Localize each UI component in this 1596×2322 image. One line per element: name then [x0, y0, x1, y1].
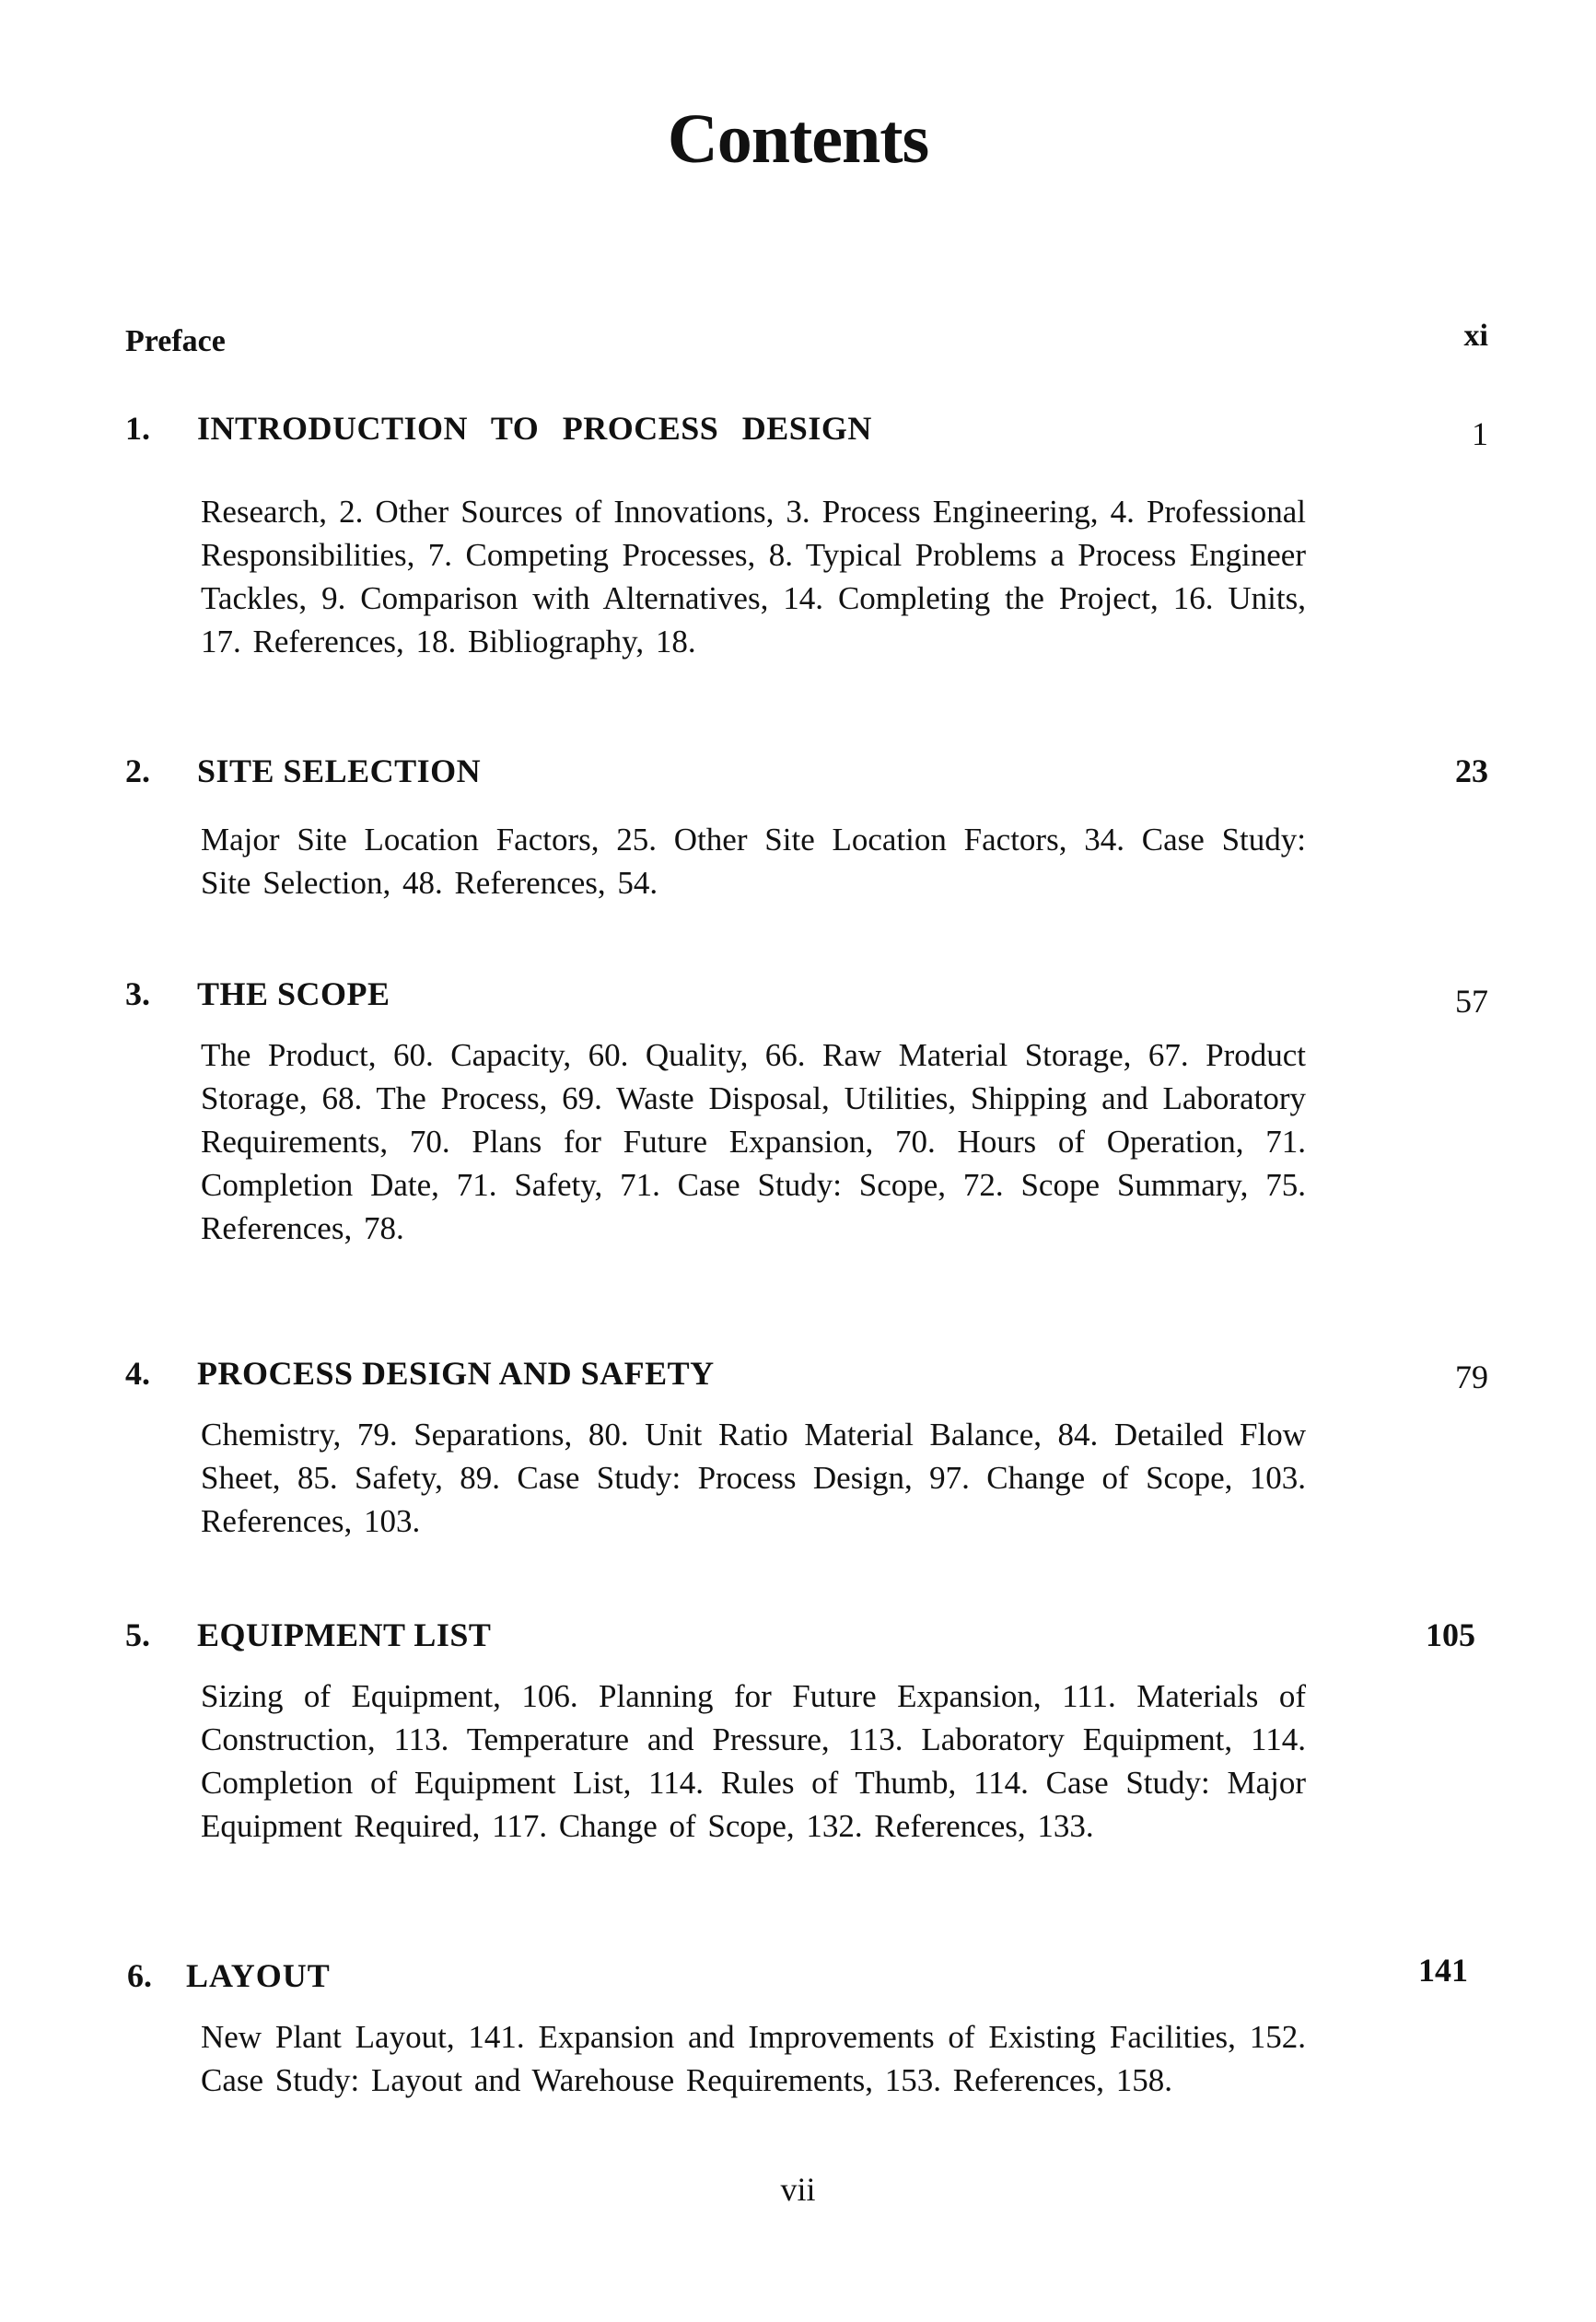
preface-entry — [125, 319, 1488, 359]
chapter-page-number: 57 — [1455, 983, 1488, 1020]
chapter-title: PROCESS DESIGN AND SAFETY — [197, 1355, 715, 1392]
chapter-title: LAYOUT — [186, 1957, 331, 1994]
chapter-topics: Research, 2. Other Sources of Innovations, 3. Process Engineering, 4. Professional Responsibilities, 7. Competing Processes, 8. Typical Problems a Process Engineer Tackles, 9. Comparison with Alternatives, 14. Completing the Project, 16. Units, 17. References, 18. Bibliography, 18. — [201, 494, 1306, 659]
chapter-topics: The Product, 60. Capacity, 60. Quality, 66. Raw Material Storage, 67. Product Storage, 68. The Process, 69. Waste Disposal, Utilities, Shipping and Laboratory Requirements, 70. Plans for Future Expansion, 70. Hours of Operation, 71. Completion Date, 71. Safety, 71. Case Study: Scope, 72. Scope Summary, 75. References, 78. — [201, 1037, 1306, 1246]
chapter-topics: Chemistry, 79. Separations, 80. Unit Ratio Material Balance, 84. Detailed Flow Sheet, 85. Safety, 89. Case Study: Process Design, 97. Change of Scope, 103. References, 103. — [201, 1417, 1306, 1539]
chapter-number: 4. — [125, 1355, 150, 1392]
chapter-heading — [125, 409, 1488, 455]
chapter-page-number: 23 — [1455, 753, 1488, 789]
preface-page-number: xi — [1463, 319, 1488, 353]
chapter-title: THE SCOPE — [197, 975, 390, 1012]
chapter-number: 5. — [125, 1616, 150, 1653]
chapter-number: 2. — [125, 753, 150, 789]
chapter-number: 3. — [125, 975, 150, 1012]
chapter-2-entry — [125, 752, 1488, 904]
chapter-3-entry — [125, 974, 1488, 1250]
chapter-page-number: 105 — [1426, 1616, 1475, 1653]
page-folio: vii — [780, 2171, 816, 2208]
chapter-heading — [125, 1354, 1488, 1400]
chapter-1-entry — [125, 409, 1488, 663]
chapter-heading — [125, 1952, 1488, 2002]
chapter-5-entry — [125, 1616, 1488, 1848]
chapter-page-number: 79 — [1455, 1359, 1488, 1395]
chapter-page-number: 1 — [1472, 415, 1488, 452]
chapter-topics: Sizing of Equipment, 106. Planning for Future Expansion, 111. Materials of Construction, 113. Temperature and Pressure, 113. Laboratory Equipment, 114. Completion of Equipment List, 114. Rules of Thumb, 114. Case Study: Major Equipment Required, 117. Change of Scope, 132. References, 133. — [201, 1678, 1306, 1844]
chapter-heading — [125, 1616, 1488, 1662]
chapter-heading — [125, 974, 1488, 1021]
chapter-heading — [125, 752, 1488, 798]
chapter-4-entry — [125, 1354, 1488, 1543]
chapter-title: SITE SELECTION — [197, 753, 482, 789]
chapter-title: INTRODUCTION TO PROCESS DESIGN — [197, 410, 872, 447]
chapter-topics: New Plant Layout, 141. Expansion and Improvements of Existing Facilities, 152. Case Study: Layout and Warehouse Requirements, 153. References, 158. — [201, 2019, 1306, 2098]
chapter-number: 1. — [125, 410, 150, 447]
chapter-number: 6. — [127, 1957, 152, 1994]
chapter-title: EQUIPMENT LIST — [197, 1616, 492, 1653]
page-title: Contents — [667, 100, 929, 178]
chapter-page-number: 141 — [1418, 1952, 1468, 1989]
preface-label: Preface — [125, 324, 226, 358]
chapter-6-entry — [125, 1952, 1488, 2102]
chapter-topics: Major Site Location Factors, 25. Other Site Location Factors, 34. Case Study: Site Selection, 48. References, 54. — [201, 822, 1306, 901]
